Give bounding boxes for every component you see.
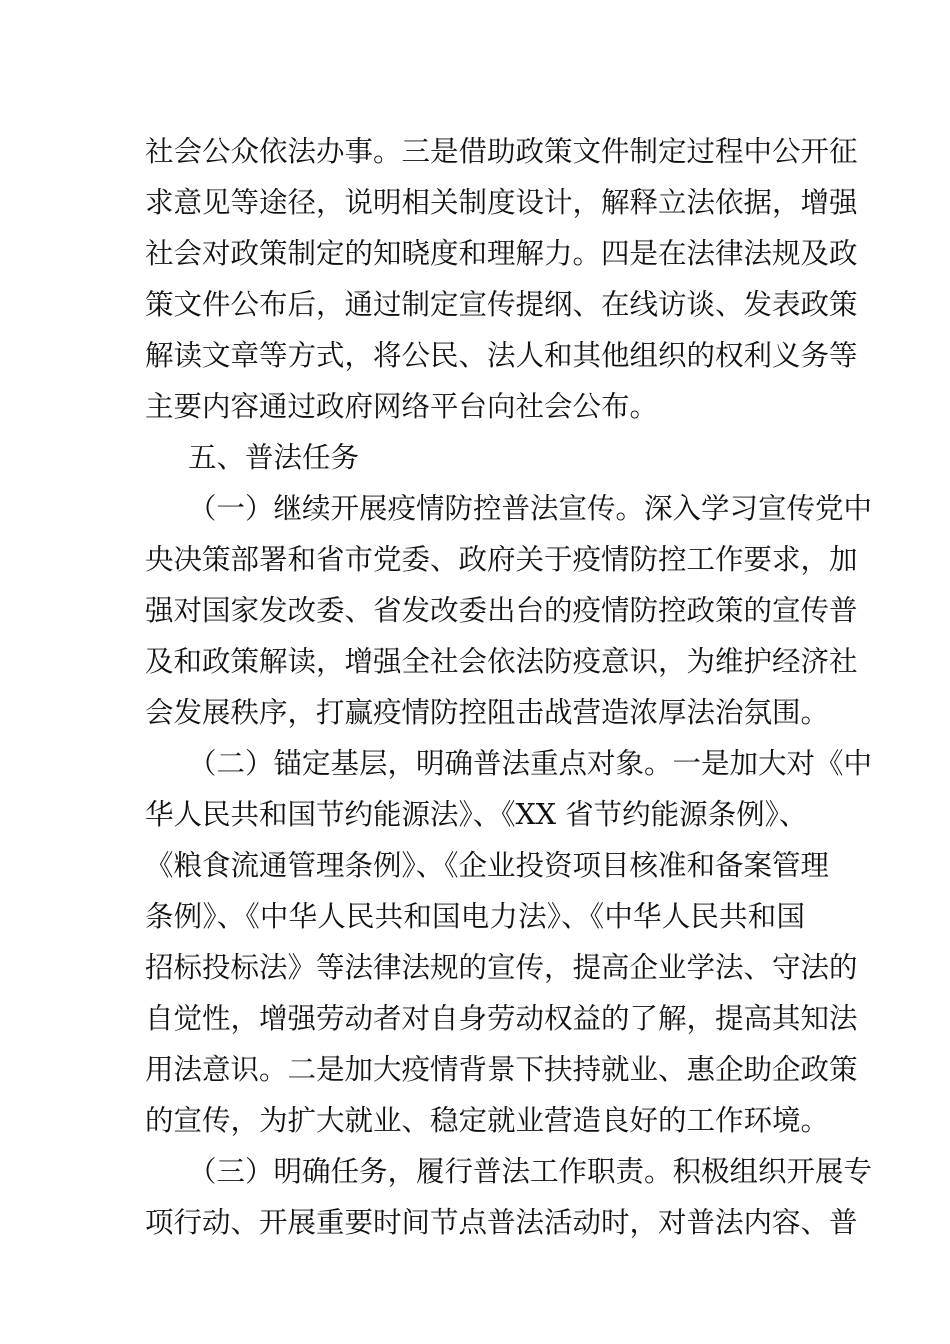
paragraph-heading: （三）明确任务，履行普法工作职责。积极组织开展专 [188, 1155, 873, 1188]
section-heading: 五、普法任务 [188, 441, 360, 474]
text-line: 及和政策解读，增强全社会依法防疫意识，为维护经济社 [145, 645, 858, 678]
text-line: 求意见等途径，说明相关制度设计，解释立法依据，增强 [145, 186, 858, 219]
text-line: 社会公众依法办事。三是借助政策文件制定过程中公开征 [145, 135, 858, 168]
text-line: 策文件公布后，通过制定宣传提纲、在线访谈、发表政策 [145, 288, 858, 321]
text-line: 央决策部署和省市党委、政府关于疫情防控工作要求，加 [145, 543, 858, 576]
text-line: 招标投标法》等法律法规的宣传，提高企业学法、守法的 [145, 951, 858, 984]
text-line: 强对国家发改委、省发改委出台的疫情防控政策的宣传普 [145, 594, 858, 627]
text-line: 《粮食流通管理条例》、《企业投资项目核准和备案管理 [145, 849, 830, 882]
text-line: 解读文章等方式，将公民、法人和其他组织的权利义务等 [145, 339, 858, 372]
text-line: 用法意识。二是加大疫情背景下扶持就业、惠企助企政策 [145, 1053, 858, 1086]
paragraph-heading: （二）锚定基层，明确普法重点对象。一是加大对《中 [188, 747, 873, 780]
text-line: 的宣传，为扩大就业、稳定就业营造良好的工作环境。 [145, 1104, 830, 1137]
text-line: 华人民共和国节约能源法》、《XX 省节约能源条例》、 [145, 798, 808, 831]
text-line: 社会对政策制定的知晓度和理解力。四是在法律法规及政 [145, 237, 858, 270]
text-line: 项行动、开展重要时间节点普法活动时，对普法内容、普 [145, 1206, 858, 1239]
paragraph-heading: （一）继续开展疫情防控普法宣传。深入学习宣传党中 [188, 492, 873, 525]
text-line: 自觉性，增强劳动者对自身劳动权益的了解，提高其知法 [145, 1002, 858, 1035]
text-line: 主要内容通过政府网络平台向社会公布。 [145, 390, 659, 423]
text-line: 会发展秩序，打赢疫情防控阻击战营造浓厚法治氛围。 [145, 696, 830, 729]
text-line: 条例》、《中华人民共和国电力法》、《中华人民共和国 [145, 900, 805, 933]
